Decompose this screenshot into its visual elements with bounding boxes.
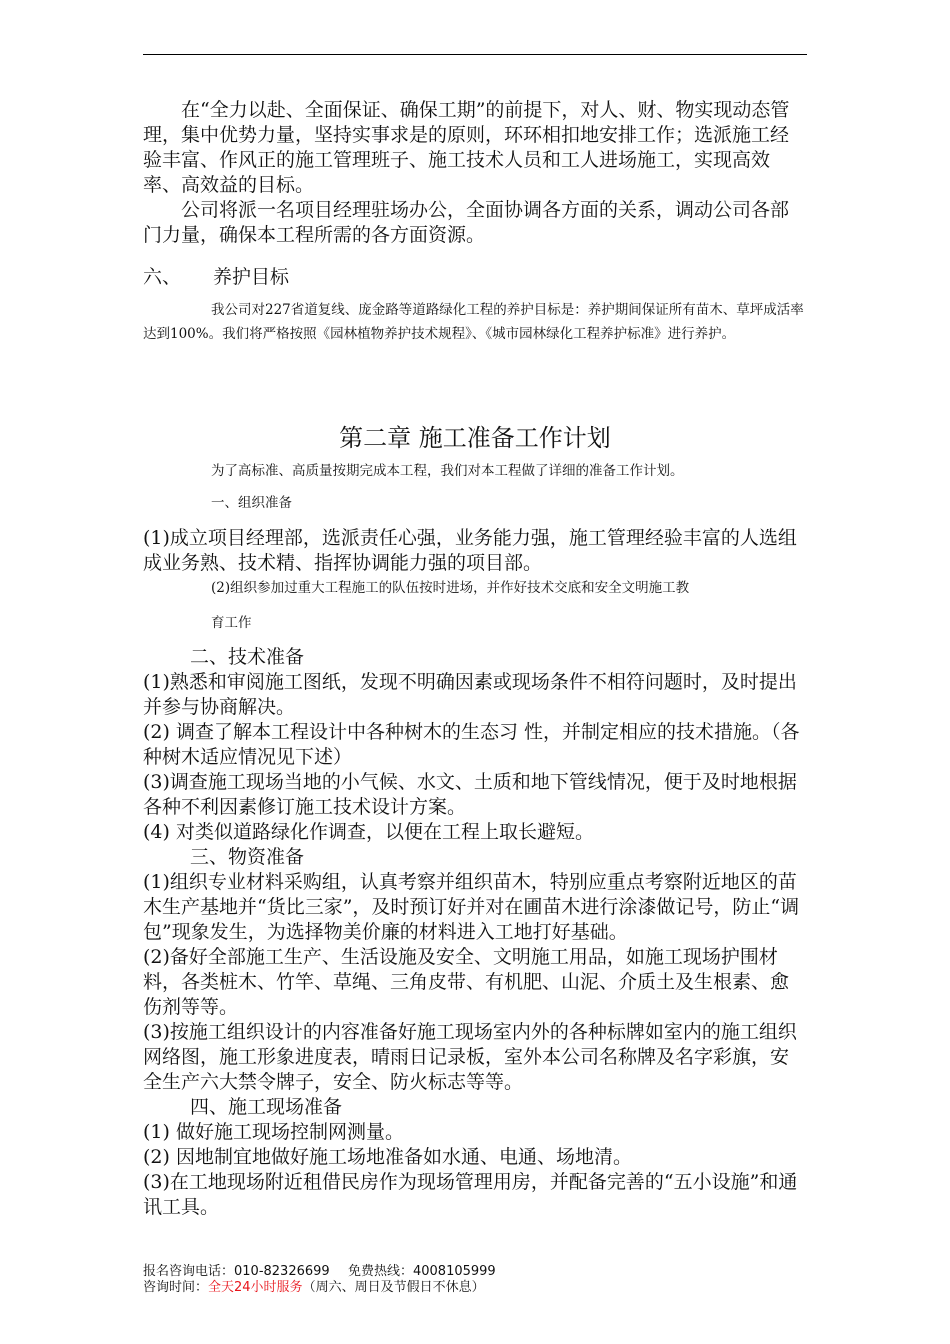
tech-item-4: (4) 对类似道路绿化作调查，以便在工程上取长避短。: [143, 821, 594, 843]
org-item-1-block: [143, 526, 807, 576]
chapter-2-intro: 为了高标准、高质量按期完成本工程，我们对本工程做了详细的准备工作计划。: [211, 463, 684, 479]
material-item-1: (1)组织专业材料采购组，认真考察并组织苗木，特别应重点考察附近地区的苗木生产基地并“货比三家”，及时预订好并对在圃苗木进行涂漆做记号，防止“调包”现象发生，为选择物美价廉的材料进入工地打好基础。: [143, 871, 800, 943]
site-item-2: (2) 因地制宜地做好施工场地准备如水通、电通、场地清。: [143, 1146, 632, 1168]
tech-heading: 二、技术准备: [190, 646, 305, 668]
org-item-2-block: [143, 576, 807, 635]
site-item-1: (1) 做好施工现场控制网测量。: [143, 1121, 404, 1143]
tech-item-3: (3)调查施工现场当地的小气候、水文、土质和地下管线情况，便于及时地根据各种不利因素修订施工技术设计方案。: [143, 771, 797, 818]
material-item-3: (3)按施工组织设计的内容准备好施工现场室内外的各种标牌如室内的施工组织网络图，施工形象进度表，晴雨日记录板，室外本公司名称牌及名字彩旗，安全生产六大禁令牌子，安全、防火标志等等。: [143, 1021, 797, 1093]
section-6-title: 养护目标: [213, 266, 290, 288]
section-6-heading: [143, 262, 289, 289]
site-item-3: (3)在工地现场附近租借民房作为现场管理用房，并配备完善的“五小设施”和通讯工具。: [143, 1171, 798, 1218]
footer-phone-label: 报名咨询电话：: [143, 1264, 235, 1279]
section-6-number: 六、: [143, 266, 182, 288]
chapter-2-title: 第二章 施工准备工作计划: [339, 424, 611, 452]
footer-time-note: （周六、周日及节假日不休息）: [302, 1280, 485, 1295]
footer-phone-line: [143, 1264, 496, 1279]
section-6-body: 我公司对227省道复线、庞金路等道路绿化工程的养护目标是：养护期间保证所有苗木、草坪成活率达到100%。我们将严格按照《园林植物养护技术规程》、《城市园林绿化工程养护标准》进行养护。: [143, 302, 804, 342]
intro-paragraph-1: 在“全力以赴、全面保证、确保工期”的前提下，对人、财、物实现动态管理，集中优势力量，坚持实事求是的原则，环环相扣地安排工作；选派施工经验丰富、作风正的施工管理班子、施工技术人员和工人进场施工，实现高效率、高效益的目标。: [143, 99, 790, 196]
footer-time-highlight: 全天24小时服务: [208, 1280, 303, 1295]
section-6-body-block: [143, 298, 807, 346]
intro-paragraph-2: 公司将派一名项目经理驻场办公，全面协调各方面的关系，调动公司各部门力量，确保本工程所需的各方面资源。: [143, 199, 790, 246]
header-rule: [143, 54, 807, 55]
intro-section: [143, 98, 807, 248]
preparation-body: [143, 645, 807, 1220]
footer-time-line: [143, 1280, 485, 1295]
tech-item-1: (1)熟悉和审阅施工图纸，发现不明确因素或现场条件不相符问题时，及时提出并参与协商解决。: [143, 671, 797, 718]
site-heading: 四、施工现场准备: [190, 1096, 343, 1118]
material-item-2: (2)备好全部施工生产、生活设施及安全、文明施工用品，如施工现场护围材料，各类桩木、竹竿、草绳、三角皮带、有机肥、山泥、介质土及生根素、愈伤剂等等。: [143, 946, 790, 1018]
org-item-2: (2)组织参加过重大工程施工的队伍按时进场，并作好技术交底和安全文明施工教: [211, 580, 690, 596]
footer-hotline-label: 免费热线：: [347, 1264, 413, 1279]
org-heading: 一、组织准备: [211, 495, 292, 511]
org-item-1: (1)成立项目经理部，选派责任心强，业务能力强，施工管理经验丰富的人选组成业务熟、技术精、指挥协调能力强的项目部。: [143, 527, 797, 574]
footer-phone: 010-82326699: [234, 1264, 330, 1279]
org-item-2-continued: 育工作: [211, 615, 252, 631]
tech-item-2: (2) 调查了解本工程设计中各种树木的生态习 性，并制定相应的技术措施。（各种树木适应情况见下述）: [143, 721, 800, 768]
footer-hotline: 4008105999: [412, 1264, 496, 1279]
chapter-2-intro-block: [143, 459, 807, 515]
material-heading: 三、物资准备: [190, 846, 305, 868]
footer-time-label: 咨询时间：: [143, 1280, 209, 1295]
